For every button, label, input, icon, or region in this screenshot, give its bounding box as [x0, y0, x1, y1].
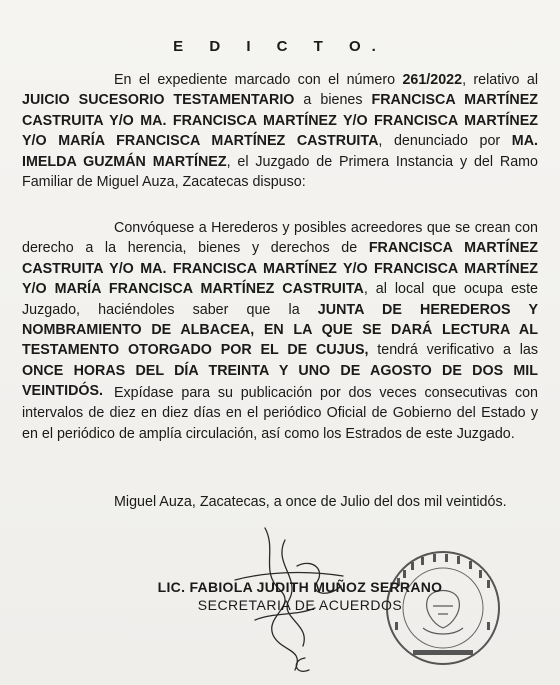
- text: Miguel Auza, Zacatecas, a once de Julio del dos mil veintidós.: [114, 494, 507, 510]
- paragraph-publication: [22, 383, 538, 444]
- text: , denunciado por: [378, 133, 512, 150]
- deceased-names: FRANCISCA MARTÍNEZ CASTRUITA Y/O MA. FRANCISCA MARTÍNEZ Y/O FRANCISCA MARTÍNEZ Y/O MARÍA FRANCISCA MARTÍNEZ CASTRUITA: [22, 92, 538, 150]
- text: , el Juzgado de Primera Instancia y del Ramo Familiar de Miguel Auza, Zacatecas dispuso:: [22, 153, 539, 191]
- document-title: E D I C T O.: [173, 38, 387, 55]
- case-number: 261/2022: [402, 72, 463, 88]
- text: , al local que ocupa este Juzgado, haciéndoles saber que la: [22, 281, 538, 318]
- text: , relativo al: [462, 72, 539, 88]
- meeting-datetime: ONCE HORAS DEL DÍA TREINTA Y UNO DE AGOSTO DE DOS MIL VEINTIDÓS.: [22, 362, 538, 400]
- text: tendrá verificativo a las: [368, 342, 539, 359]
- text: Expídase para su publicación por dos veces consecutivas con intervalos de diez en diez días en el periódico Oficial de Gobierno del Estado y en el periódico de amplía circulación, así como los Estrados de este Juzgado.: [22, 385, 538, 442]
- text: En el expediente marcado con el número: [114, 72, 403, 88]
- paragraph-place-date: [22, 492, 538, 512]
- signer-name: LIC. FABIOLA JUDITH MUÑOZ SERRANO: [157, 579, 443, 595]
- paragraph-summons: [22, 218, 538, 402]
- case-type: JUICIO SUCESORIO TESTAMENTARIO: [22, 92, 295, 109]
- deceased-names: FRANCISCA MARTÍNEZ CASTRUITA Y/O MA. FRANCISCA MARTÍNEZ Y/O FRANCISCA MARTÍNEZ Y/O MARÍA FRANCISCA MARTÍNEZ CASTRUITA: [22, 240, 538, 298]
- text: Convóquese a Herederos y posibles acreedores que se crean con derecho a la herencia, bienes y derechos de: [22, 220, 538, 257]
- paragraph-case-intro: [22, 70, 538, 192]
- claimant-name: MA. IMELDA GUZMÁN MARTÍNEZ: [22, 133, 538, 170]
- signer-role: SECRETARIA DE ACUERDOS: [197, 597, 403, 613]
- text: a bienes: [294, 92, 372, 109]
- meeting-description: JUNTA DE HEREDEROS Y NOMBRAMIENTO DE ALBACEA, EN LA QUE SE DARÁ LECTURA AL TESTAMENTO OTORGADO POR EL DE CUJUS,: [22, 301, 538, 359]
